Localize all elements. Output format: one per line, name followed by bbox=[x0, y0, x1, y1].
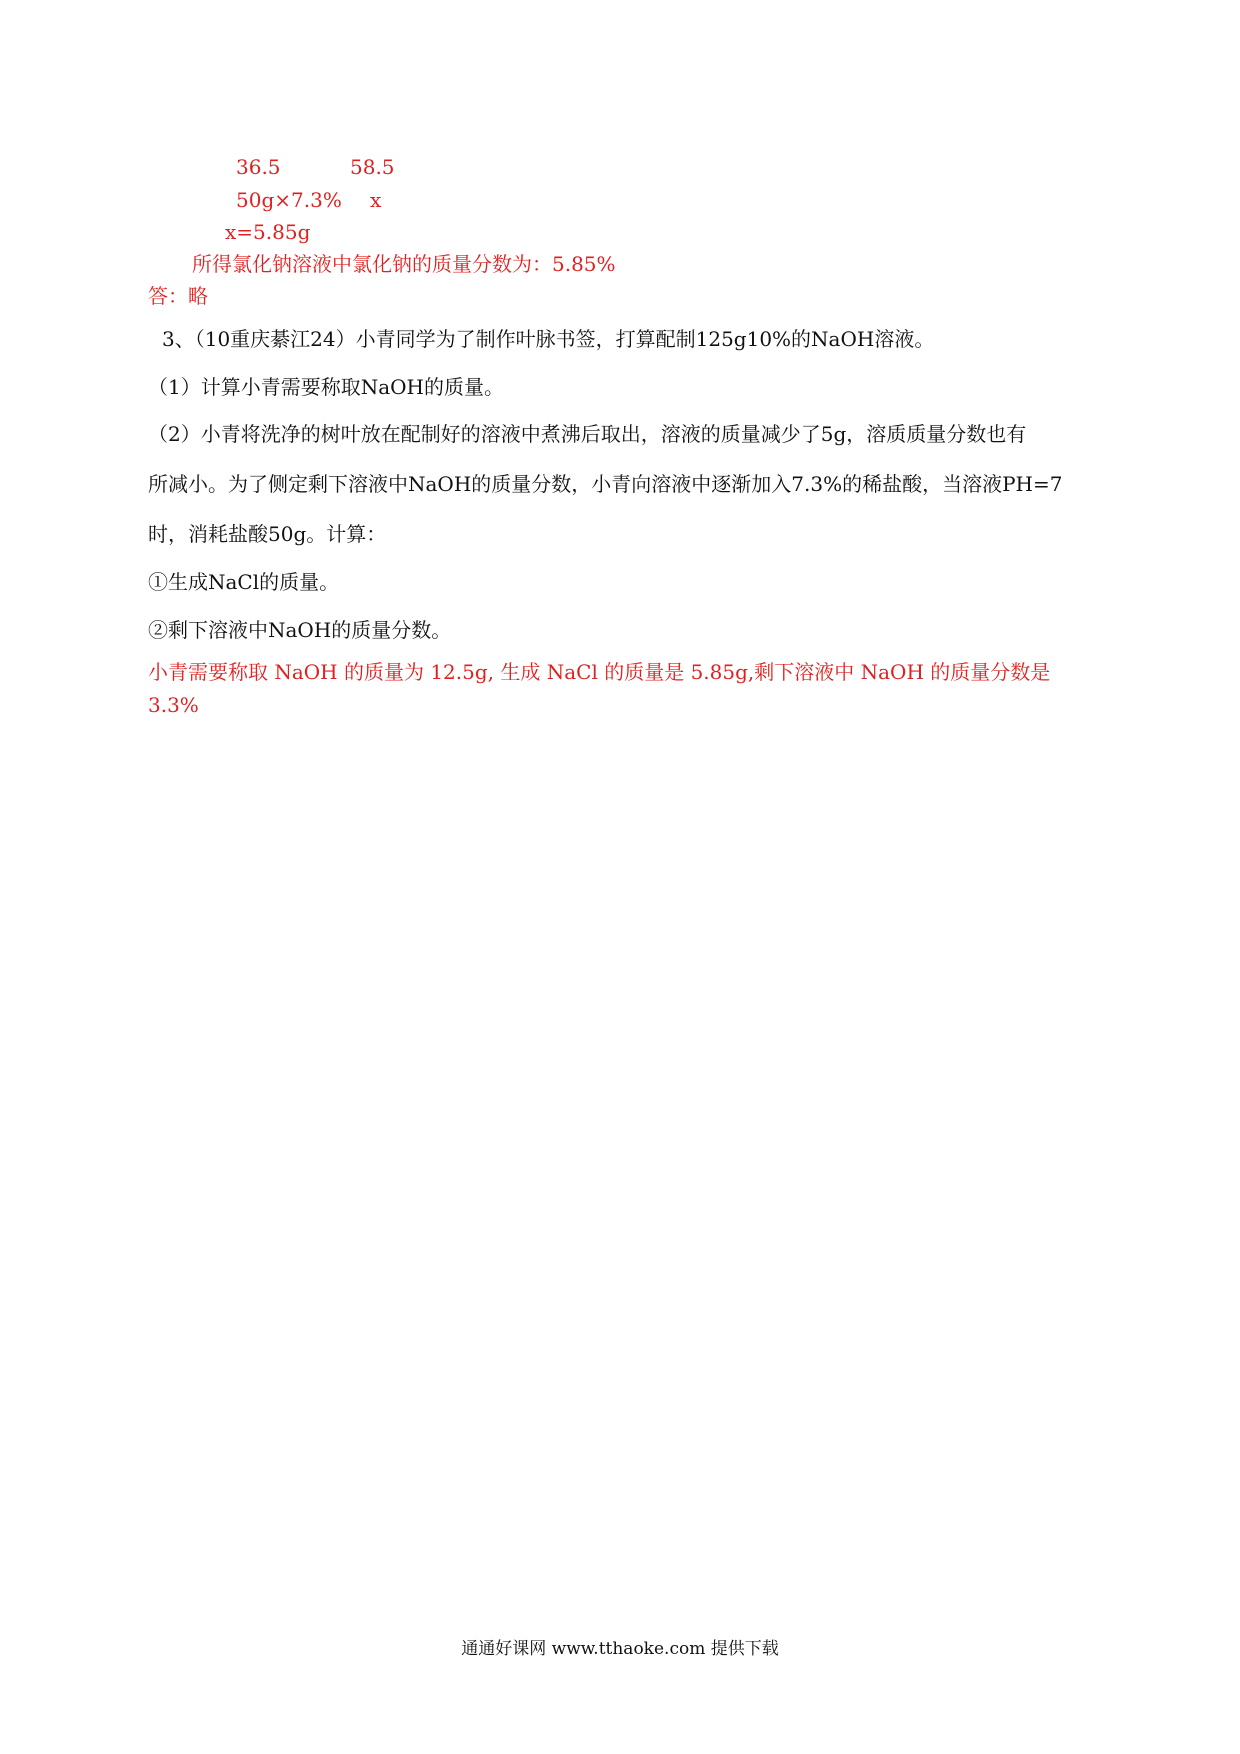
ratio-top-right: 58.5 bbox=[350, 155, 395, 179]
fraction-statement: 所得氯化钠溶液中氯化钠的质量分数为：5.85% bbox=[192, 252, 616, 276]
question-2-line-2: 所减小。为了侧定剩下溶液中NaOH的质量分数，小青向溶液中逐渐加入7.3%的稀盐酸，当溶液PH=7 bbox=[148, 472, 1063, 496]
answer-line-1: 小青需要称取 NaOH 的质量为 12.5g, 生成 NaCl 的质量是 5.85g,剩下溶液中 NaOH 的质量分数是 bbox=[148, 660, 1051, 684]
ratio-top-left: 36.5 bbox=[236, 155, 281, 179]
question-2-line-3: 时，消耗盐酸50g。计算： bbox=[148, 522, 387, 546]
x-result: x=5.85g bbox=[225, 220, 311, 244]
ratio-bottom-left: 50g×7.3% bbox=[236, 188, 342, 212]
question-2-line-1: （2）小青将洗净的树叶放在配制好的溶液中煮沸后取出，溶液的质量减少了5g，溶质质量分数也有 bbox=[148, 422, 1027, 446]
answer-line-2: 3.3% bbox=[148, 693, 199, 717]
problem-title: 3、（10重庆綦江24）小青同学为了制作叶脉书签，打算配制125g10%的NaOH溶液。 bbox=[162, 327, 935, 351]
question-1: （1）计算小青需要称取NaOH的质量。 bbox=[148, 375, 504, 399]
page-footer: 通通好课网 www.tthaoke.com 提供下载 bbox=[461, 1639, 779, 1659]
answer-line: 答：略 bbox=[148, 284, 208, 308]
sub-question-2: ②剩下溶液中NaOH的质量分数。 bbox=[148, 618, 452, 642]
ratio-bottom-right: x bbox=[370, 188, 382, 212]
sub-question-1: ①生成NaCl的质量。 bbox=[148, 570, 340, 594]
